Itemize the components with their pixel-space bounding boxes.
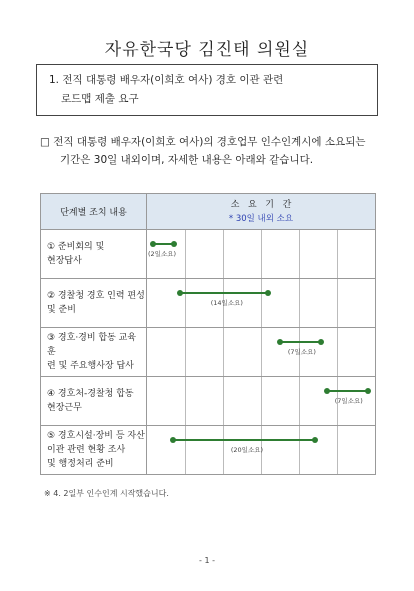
step-label xyxy=(41,328,147,377)
duration-label: (14일소요) xyxy=(210,299,243,307)
grid-line xyxy=(223,230,224,278)
bar-end-dot xyxy=(365,388,371,394)
request-box xyxy=(36,64,378,116)
duration-bar xyxy=(327,390,368,392)
period-header-title: 소 요 기 간 xyxy=(230,199,292,210)
step-label-line: ① 준비회의 및 xyxy=(47,242,105,252)
bar-start-dot xyxy=(170,437,176,443)
step-label xyxy=(41,426,147,475)
request-line-2: 로드맵 제출 요구 xyxy=(61,93,139,105)
answer-paragraph xyxy=(40,133,380,169)
grid-line xyxy=(185,426,186,474)
grid-line xyxy=(337,279,338,327)
timeline-cell xyxy=(147,426,376,475)
step-label-line: 현장답사 xyxy=(47,256,82,266)
timeline-cell xyxy=(147,279,376,328)
step-label-line: 련 및 주요행사장 답사 xyxy=(47,361,134,371)
schedule-row xyxy=(41,377,376,426)
step-header: 단계별 조치 내용 xyxy=(41,194,147,230)
step-label xyxy=(41,279,147,328)
period-header-sub: * 30일 내외 소요 xyxy=(228,213,294,224)
duration-bar xyxy=(280,341,321,343)
step-label-line: ⑤ 경호시설·장비 등 자산 xyxy=(47,431,145,441)
step-label-line: 및 준비 xyxy=(47,305,76,315)
bar-end-dot xyxy=(318,339,324,345)
step-label-line: ② 경찰청 경호 인력 편성 xyxy=(47,291,145,301)
grid-line xyxy=(337,426,338,474)
grid-line xyxy=(337,230,338,278)
grid-line xyxy=(299,426,300,474)
bar-end-dot xyxy=(312,437,318,443)
bar-start-dot xyxy=(177,290,183,296)
bar-end-dot xyxy=(265,290,271,296)
footnote: ※ 4. 2일부 인수인계 시작했습니다. xyxy=(44,489,169,498)
grid-line xyxy=(223,328,224,376)
duration-label: (2일소요) xyxy=(148,250,177,258)
grid-line xyxy=(185,377,186,425)
bar-start-dot xyxy=(277,339,283,345)
step-label-line: 현장근무 xyxy=(47,403,82,413)
request-line-1: 1. 전직 대통령 배우자(이희호 여사) 경호 이관 관련 xyxy=(49,74,284,86)
grid-line xyxy=(185,279,186,327)
schedule-row xyxy=(41,230,376,279)
timeline-cell xyxy=(147,230,376,279)
grid-line xyxy=(261,328,262,376)
duration-label: (7일소요) xyxy=(334,397,363,405)
page-title: 자유한국당 김진태 의원실 xyxy=(104,40,310,60)
schedule-row xyxy=(41,426,376,475)
answer-line-2: 기간은 30일 내외이며, 자세한 내용은 아래와 같습니다. xyxy=(60,154,314,166)
grid-line xyxy=(223,426,224,474)
page-number: - 1 - xyxy=(199,556,215,565)
step-label-line: ④ 경호처-경찰청 합동 xyxy=(47,389,134,399)
bar-start-dot xyxy=(324,388,330,394)
duration-bar xyxy=(180,292,268,294)
grid-line xyxy=(185,230,186,278)
grid-line xyxy=(261,230,262,278)
grid-line xyxy=(299,279,300,327)
grid-line xyxy=(299,230,300,278)
grid-line xyxy=(299,377,300,425)
timeline-cell xyxy=(147,377,376,426)
schedule-row xyxy=(41,328,376,377)
step-label-line: 이관 관련 현황 조사 xyxy=(47,445,126,455)
schedule-row xyxy=(41,279,376,328)
timeline-cell xyxy=(147,328,376,377)
step-label-line: 및 행정처리 준비 xyxy=(47,459,114,469)
duration-bar xyxy=(153,243,174,245)
period-header xyxy=(147,194,376,230)
schedule-table xyxy=(40,193,376,475)
duration-label: (20일소요) xyxy=(230,446,264,454)
bar-end-dot xyxy=(171,241,177,247)
step-label xyxy=(41,230,147,279)
grid-line xyxy=(261,279,262,327)
grid-line xyxy=(261,377,262,425)
duration-label: (7일소요) xyxy=(287,348,316,356)
schedule-header-row xyxy=(41,194,376,230)
duration-bar xyxy=(173,439,315,441)
answer-line-1: □ 전직 대통령 배우자(이희호 여사)의 경호업무 인수인계시에 소요되는 xyxy=(40,136,366,148)
bar-start-dot xyxy=(150,241,156,247)
grid-line xyxy=(223,377,224,425)
grid-line xyxy=(337,328,338,376)
step-label xyxy=(41,377,147,426)
step-label-line: ③ 경호·경비 합동 교육 훈 xyxy=(47,333,137,357)
grid-line xyxy=(185,328,186,376)
